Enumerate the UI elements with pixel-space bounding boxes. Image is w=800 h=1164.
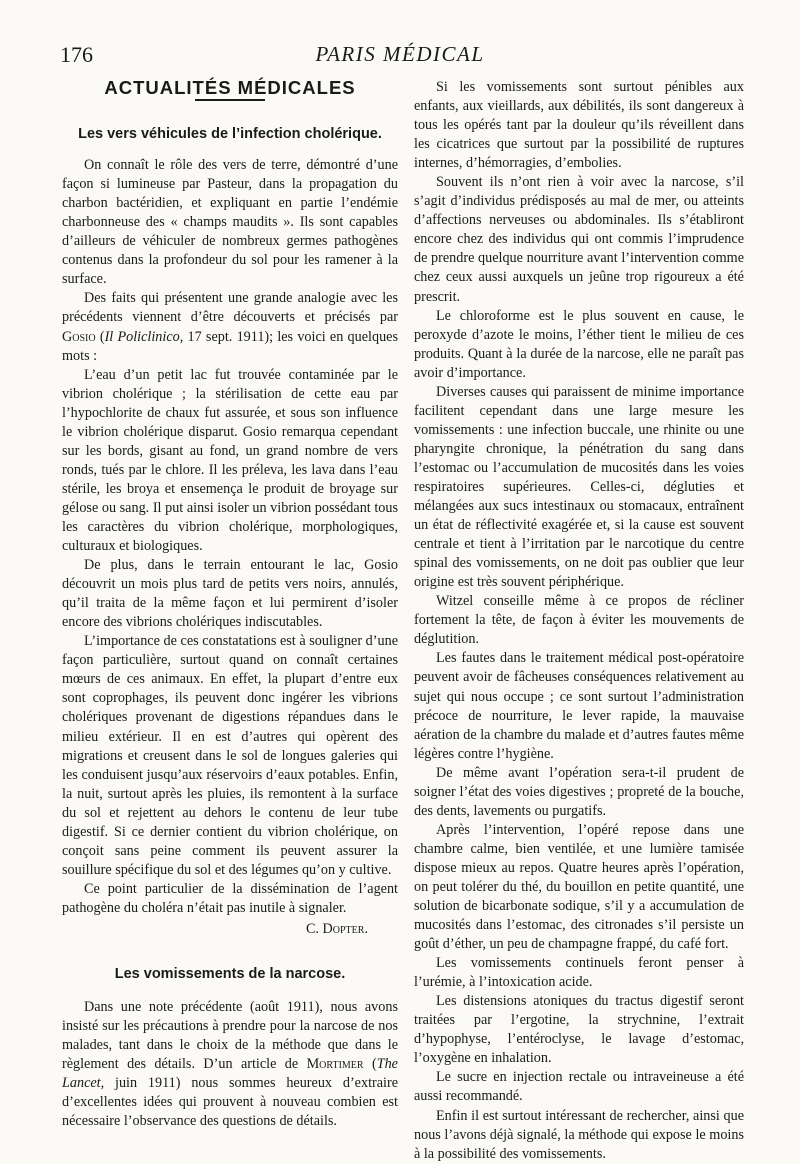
article2-paragraph-8: De même avant l’opération sera-t-il prudent de soigner l’état des voies digestives ; propreté de la bouche, des dents, lavements ou purgatifs. [414, 764, 744, 819]
article2-paragraph-7: Les fautes dans le traitement médical post-opératoire peuvent avoir de fâcheuses conséquences relativement au sujet qui nous occupe ; ce sont surtout l’administration précoce de nourriture, le lever rapide, la mauvaise aération de la chambre du malade et d’autres fautes même légères contre l’hygiène. [414, 650, 744, 762]
article1-paragraph-2: Des faits qui présentent une grande analogie avec les précédents viennent d’être découverts et précisés par Gosio (Il Policlinico, 17 sept. 1911); les voici en quelques mots : [62, 290, 398, 364]
author-mortimer: Mortimer [306, 1056, 364, 1073]
article2-paragraph-5: Diverses causes qui paraissent de minime importance facilitent cependant dans une large mesure les vomissements : une infection buccale, une rhinite ou une pharyngite chronique, la pénétration du sang dans l’estomac ou l’accumulation de mucosités dans les voies respiratoires supérieures. Celles-ci, dégluties et mélangées aux sucs intestinaux ou stomacaux, entraînent un état de réflectivité exagérée et, si la cause est souvent centrale et tient à l’irritation par le narcotique du centre spinal des vomissements, on ne doit pas oublier que leur origine est très souvent périphérique. [414, 383, 744, 591]
page-header [0, 0, 800, 76]
right-column [414, 78, 744, 1164]
article2-paragraph-9: Après l’intervention, l’opéré repose dans une chambre calme, bien ventilée, et une lumière tamisée dispose mieux au repos. Quatre heures après l’opération, on peut tolérer du thé, du bouillon en petite quantité, une solution de bicarbonate sodique, s’il y a accumulation de mucosités dans l’estomac, des citronades s’il persiste un goût d’éther, un peu de champagne frappé, du café fort. [414, 821, 744, 953]
journal-lancet: The Lancet [62, 1056, 398, 1092]
article2-paragraph-10: Les vomissements continuels feront penser à l’urémie, à l’intoxication acide. [414, 955, 744, 991]
article2-paragraph-13: Enfin il est surtout intéressant de rechercher, ainsi que nous l’avons déjà signalé, la méthode qui expose le moins à la possibilité des vomissements. [414, 1107, 744, 1162]
section-title-rule [195, 99, 265, 101]
journal-policlinico: Il Policlinico [104, 328, 180, 345]
running-title: PARIS MÉDICAL [315, 42, 485, 66]
article1-signature: C. Dopter. [305, 920, 368, 937]
article2-paragraph-3: Souvent ils n’ont rien à voir avec la narcose, s’il s’agit d’individus prédisposés au mal de mer, ou atteints d’affections nerveuses ou abdominales. Ils s’établiront encore chez des individus qui ont commis l’imprudence de prendre quelque nourriture avant l’intervention comme chez ceux aussi auxquels un jeûne trop rigoureux a été prescrit. [414, 174, 744, 305]
section-title: ACTUALITÉS MÉDICALES [104, 77, 356, 98]
article2-paragraph-2: Si les vomissements sont surtout pénibles aux enfants, aux vieillards, aux débilités, ils sont dangereux à tous les opérés tant par la douleur qu’ils réveillent dans les cicatrices que surtout par la possibilité de ruptures internes, d’hémorragies, d’embolies. [414, 79, 744, 172]
left-column [62, 78, 398, 1131]
article1-paragraph-6: Ce point particulier de la dissémination de l’agent pathogène du choléra n’était pas inutile à signaler. [62, 880, 398, 916]
article2-paragraph-12: Le sucre en injection rectale ou intraveineuse a été aussi recommandé. [414, 1069, 744, 1105]
article1-paragraph-1: On connaît le rôle des vers de terre, démontré d’une façon si lumineuse par Pasteur, dans la propagation du charbon bactéridien, et expliquant en partie l’endémie charbonneuse des « champs maudits ». Ils sont capables d’ailleurs de véhiculer de nombreux germes pathogènes contenus dans la profondeur du sol pour les ramener à la surface. [62, 157, 398, 288]
article2-paragraph-1: Dans une note précédente (août 1911), nous avons insisté sur les précautions à prendre pour la narcose de nos malades, tant dans le choix de la méthode que dans le règlement des détails. D’un article de Mortimer (The Lancet, juin 1911) nous sommes heureux d’extraire d’excellentes idées qui prouvent à nouveau combien est nécessaire l’observance des questions de détails. [62, 999, 398, 1130]
article2-paragraph-11: Les distensions atoniques du tractus digestif seront traitées par l’ergotine, la strychnine, l’extrait d’hypophyse, l’entéroclyse, le lavage d’estomac, l’oxygène en inhalation. [414, 993, 744, 1067]
article-title-narcose: Les vomissements de la narcose. [114, 966, 346, 983]
article2-paragraph-6: Witzel conseille même à ce propos de récliner fortement la tête, de façon à éviter les mouvements de déglutition. [414, 593, 744, 648]
page-number: 176 [60, 42, 93, 67]
article2-paragraph-4: Le chloroforme est le plus souvent en cause, le peroxyde d’azote le moins, l’éther tient le milieu de ces produits. Quant à la durée de la narcose, elle ne paraît pas avoir d’importance. [414, 307, 744, 381]
article1-paragraph-3: L’eau d’un petit lac fut trouvée contaminée par le vibrion cholérique ; la stérilisation de cette eau par l’hypochlorite de chaux fut assurée, et sous son influence le vibrion cholérique disparut. Gosio remarqua cependant sur les bords, gisant au fond, un grand nombre de vers ronds, tués par le chlore. Il les préleva, les lava dans l’eau stérile, les broya et ensemença le produit de broyage sur gélose ou sang. Il put ainsi isoler un vibrion possédant tous les caractères du vibrion cholérique, morphologiques, culturaux et biologiques. [62, 366, 398, 555]
author-gosio: Gosio [62, 328, 96, 345]
article-title-cholera: Les vers véhicules de l’infection cholérique. [78, 126, 382, 143]
article1-paragraph-5: L’importance de ces constatations est à souligner d’une façon particulière, surtout quand on connaît certaines mœurs de ces animaux. En effet, la plupart d’entre eux sont coprophages, ils peuvent donc ingérer les vibrions cholériques provenant de digestions répandues dans le milieu extérieur. Il en est d’autres qui opèrent des migrations et creusent dans le sol de longues galeries qui les conduisent jusqu’aux réservoirs d’eaux potables. Enfin, la nuit, surtout après les pluies, ils remontent à la surface du sol et rejettent au dehors le contenu de leur tube digestif. Si ce dernier contient du vibrion cholérique, on conçoit sans peine comment ils peuvent assurer la souillure spécifique du sol et des légumes qu’on y cultive. [62, 633, 398, 878]
article1-paragraph-4: De plus, dans le terrain entourant le lac, Gosio découvrit un mois plus tard de petits vers noirs, annulés, qu’il traita de la même façon et lui permirent d’isoler encore des vibrions cholériques indiscutables. [62, 557, 398, 631]
